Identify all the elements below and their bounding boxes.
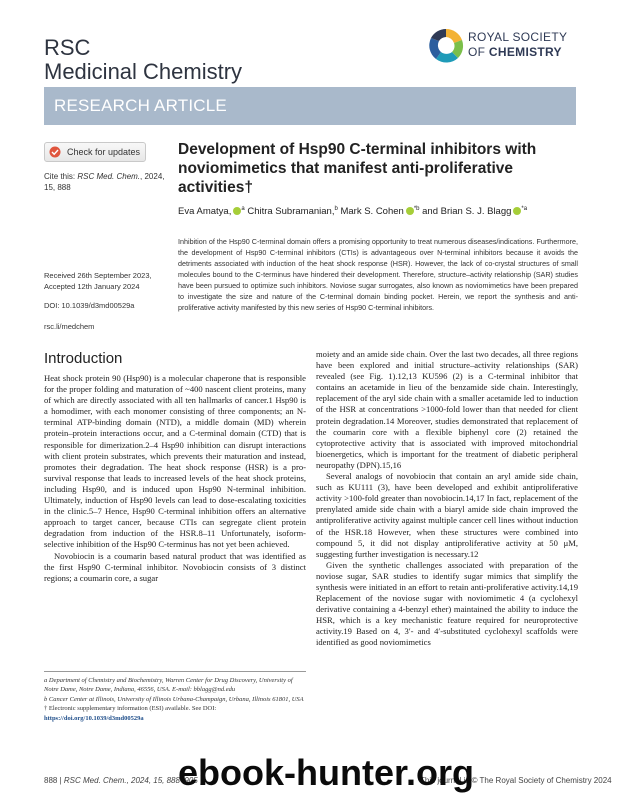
- esi-text: † Electronic supplementary information (ESI) available. See DOI:: [44, 705, 217, 713]
- citation: [44, 171, 172, 193]
- author-affil: *b: [413, 206, 420, 212]
- journal-title: [44, 36, 242, 84]
- rsc-logo-line2: [468, 45, 567, 60]
- author-name: Mark S. Cohen: [340, 206, 404, 218]
- check-updates-icon: [49, 146, 61, 158]
- author-2: [247, 206, 337, 217]
- check-for-updates-button[interactable]: [44, 142, 146, 162]
- footnote-b: b Cancer Center at Illinois, University of Illinois Urbana-Champaign, Urbana, Illinois 61801, USA: [44, 695, 304, 703]
- author-name: Chitra Subramanian,: [247, 206, 335, 218]
- paragraph: Novobiocin is a coumarin based natural product that was identified as the first Hsp90 C-terminal inhibitor. Novobiocin consists of 3 distinct regions; a coumarin core, a sugar: [44, 550, 306, 583]
- footer-citation: RSC Med. Chem., 2024, 15, 888–905: [63, 776, 198, 785]
- watermark: ebook-hunter.org: [178, 752, 474, 793]
- article-title: Development of Hsp90 C-terminal inhibitors with noviomimetics that manifest anti-proliferative activities†: [178, 141, 537, 196]
- article-type-label: RESEARCH ARTICLE: [54, 96, 227, 115]
- author-affil: a: [241, 206, 245, 212]
- esi-link[interactable]: https://doi.org/10.1039/d3md00529a: [44, 714, 144, 722]
- abstract: Inhibition of the Hsp90 C-terminal domain offers a promising opportunity to treat numerous diseases/indications. Furthermore, the development of Hsp90 C-terminal inhibitors (CTIs) is advantageous over N-terminal inhibitors because it avoids the detriments associated with induction of the heat shock response (HSR). However, the lack of co-crystal structures of small molecules bound to the C-terminus have hindered their development. Therefore, structure–activity relationship (SAR) studies have been pursued to optimize such inhibitors. Noviose sugar surrogates, also known as noviomimetics have been prepared to investigate the size and nature of the C-terminal domain binding pocket. Herein, we report the synthesis and anti-proliferative activity manifested by this new series of Hsp90 C-terminal inhibitors.: [178, 237, 578, 312]
- journal-title-line1: RSC: [44, 35, 91, 60]
- rsc-logo-text: [468, 30, 567, 60]
- cite-rest: , 2024, 15, 888: [44, 172, 165, 192]
- author-1: [178, 206, 245, 217]
- page-footer-right: This journal is © The Royal Society of Chemistry 2024: [420, 776, 612, 785]
- footnotes: [44, 676, 306, 723]
- footnote-a: a Department of Chemistry and Biochemistry, Warren Center for Drug Discovery, University of Notre Dame, Notre Dame, Indiana, 46556, USA. E-mail: bblagg@nd.edu: [44, 677, 293, 694]
- doi[interactable]: DOI: 10.1039/d3md00529a: [44, 301, 135, 310]
- cite-journal: RSC Med. Chem.: [77, 172, 141, 181]
- rsc-logo-line1: ROYAL SOCIETY: [468, 30, 568, 44]
- journal-title-line2: Medicinal Chemistry: [44, 59, 243, 84]
- rsc-logo-of: OF: [468, 45, 489, 59]
- paragraph: moiety and an amide side chain. Over the last two decades, all three regions have been explored and initial structure–activity relationships (SAR) revealed (see Fig. 1).12,13 KU596 (2) is a C-terminal inhibitor that contains an acetamide in lieu of the benzamide side chain. Interestingly, replacement of the aryl side chain with a smaller acetamide led to induction of the HSR at concentrations >1000-fold lower than that needed for client protein degradation.14 Moreover, studies demonstrated that replacement of the coumarin core with a flexible biphenyl core (2) retained the cytoprotective activity that is associated with improved mitochondrial bioenergetics, which is important for the treatment of diabetic peripheral neuropathy (DPN).15,16: [316, 349, 578, 470]
- author-name: Eva Amatya,: [178, 206, 232, 218]
- rsc-logo-icon: [428, 26, 464, 66]
- orcid-icon[interactable]: [406, 207, 414, 215]
- paragraph: Given the synthetic challenges associated with preparation of the noviose sugar, SAR studies to identify sugar mimics that simplify the synthesis were initiated in an effort to retain anti-proliferative activity.14,19 Replacement of the noviose sugar with noviomimetic 4 (a cyclohexyl derivative containing a 4-benzyl ether) maintained the ability to induce the HSR, which is a key mechanistic feature required for neuroprotective activity.19 Based on 4, 3′- and 4′-substituted cyclohexyl scaffolds were identified as good noviomimetics: [316, 559, 578, 648]
- author-list: [178, 206, 578, 217]
- author-name: and Brian S. J. Blagg: [422, 206, 512, 218]
- check-updates-label: Check for updates: [67, 147, 141, 157]
- author-3: [340, 206, 419, 217]
- footnote-divider: [44, 671, 306, 672]
- footnote-esi: [44, 704, 306, 723]
- article-type-banner: [44, 87, 576, 125]
- paragraph: Several analogs of novobiocin that contain an aryl amide side chain, such as KU111 (3), have been developed and exhibit antiproliferative activity >100-fold greater than novobiocin.14,17 In fact, replacement of the prenylated amide side chain with a biaryl amide side chain improved the antiproliferative activity against multiple cancer cell lines without induction of the HSR.18 However, when these structures were combined into compound 5, it did not display antiproliferative activity at 50 μM, suggesting further investigation is necessary.12: [316, 471, 578, 559]
- journal-link[interactable]: rsc.li/medchem: [44, 322, 95, 331]
- rsc-logo: [428, 26, 578, 68]
- body-column-left: [44, 373, 306, 584]
- page-number: 888: [44, 776, 58, 785]
- author-affil: b: [334, 206, 338, 212]
- body-column-right: [316, 349, 578, 649]
- paragraph: Heat shock protein 90 (Hsp90) is a molecular chaperone that is responsible for the proper folding and maturation of ~400 nascent client proteins, many of which are directly associated with all ten hallmarks of cancer.1 Hsp90 is a homodimer, with each monomer consisting of three components; an N-terminal ATP-binding domain (NTD), a middle domain (MD) wherein protein–protein interactions occur, and a C-terminal domain (CTD) that is responsible for dimerization.2–4 Hsp90 inhibition can disrupt interactions with client protein substrates, which prevents their maturation and instead, promotes their degradation. The heat shock response (HSR) is a pro-survival response that leads to increased levels of the heat shock proteins, including Hsp90, and is induced upon Hsp90 N-terminal inhibition. Ultimately, induction of Hsp90 levels can lead to dose-escalating toxicities in the clinic.5–7 Hence, Hsp90 C-terminal inhibition offers an alternative approach to target cancer, because CTIs can segregate client protein degradation from induction of the HSR.8–11 Unfortunately, isoform-selective inhibition of the Hsp90 C-terminus has not yet been achieved.: [44, 373, 306, 550]
- cite-label: Cite this:: [44, 172, 78, 181]
- page-footer-left: 888 | RSC Med. Chem., 2024, 15, 888–905: [44, 776, 198, 785]
- introduction-heading: Introduction: [44, 350, 123, 367]
- received-dates: Received 26th September 2023, Accepted 12th January 2024: [44, 271, 152, 291]
- author-affil: *a: [521, 206, 528, 212]
- rsc-logo-chemistry: CHEMISTRY: [488, 45, 562, 59]
- author-4: [422, 206, 527, 217]
